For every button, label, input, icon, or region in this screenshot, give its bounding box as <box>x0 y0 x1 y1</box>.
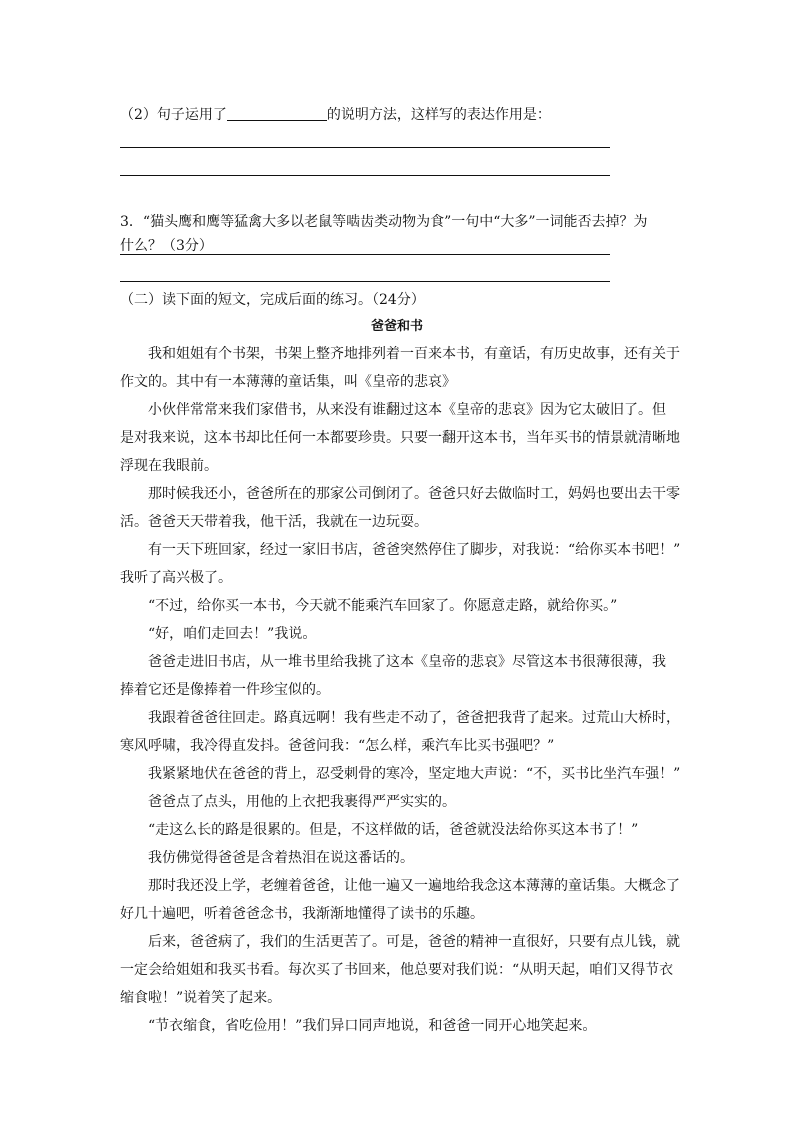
question-3-line-2: 什么？（3分） <box>120 238 213 254</box>
paragraph-line: 缩食啦！”说着笑了起来。 <box>120 990 282 1006</box>
article-paragraph <box>120 704 680 760</box>
article-paragraph <box>120 788 680 816</box>
paragraph-line: 那时候我还小，爸爸所在的那家公司倒闭了。爸爸只好去做临时工，妈妈也要出去干零 <box>148 486 680 502</box>
paragraph-line: 寒风呼啸，我冷得直发抖。爸爸问我：“怎么样，乘汽车比买书强吧？” <box>120 738 555 754</box>
paragraph-line: 我紧紧地伏在爸爸的背上，忍受刺骨的寒冷，坚定地大声说：“不，买书比坐汽车强！” <box>148 766 681 782</box>
paragraph-line: “好，咱们走回去！”我说。 <box>148 626 317 642</box>
article-title: 爸爸和书 <box>370 319 423 334</box>
article-paragraph <box>120 760 680 788</box>
paragraph-line: “不过，给你买一本书，今天就不能乘汽车回家了。你愿意走路，就给你买。” <box>148 598 618 614</box>
article-paragraph <box>120 1012 680 1040</box>
article-paragraph <box>120 928 680 1012</box>
question-2 <box>120 101 551 129</box>
paragraph-line: 那时我还没上学，老缠着爸爸，让他一遍又一遍地给我念这本薄薄的童话集。大概念了 <box>148 878 680 894</box>
paragraph-line: 活。爸爸天天带着我，他干活，我就在一边玩耍。 <box>120 514 428 530</box>
paragraph-line: 爸爸点了点头，用他的上衣把我裹得严严实实的。 <box>148 794 456 810</box>
answer-line[interactable] <box>120 281 610 282</box>
article-paragraph <box>120 816 680 844</box>
question-3-line-1: 3．“猫头鹰和鹰等猛禽大多以老鼠等啮齿类动物为食”一句中“大多”一词能否去掉？为 <box>120 214 648 230</box>
paragraph-line: 好几十遍吧，听着爸爸念书，我渐渐地懂得了读书的乐趣。 <box>120 906 484 922</box>
paragraph-line: 小伙伴常常来我们家借书，从来没有谁翻过这本《皇帝的悲哀》因为它太破旧了。但 <box>148 402 666 418</box>
article-paragraph <box>120 648 680 704</box>
paragraph-line: 浮现在我眼前。 <box>120 458 218 474</box>
article-paragraph <box>120 340 680 396</box>
paragraph-line: 我和姐姐有个书架，书架上整齐地排列着一百来本书，有童话，有历史故事，还有关于 <box>148 346 680 362</box>
paragraph-line: “走这么长的路是很累的。但是，不这样做的话，爸爸就没法给你买这本书了！” <box>148 822 639 838</box>
paragraph-line: 后来，爸爸病了，我们的生活更苦了。可是，爸爸的精神一直很好，只要有点儿钱，就 <box>148 934 680 950</box>
paragraph-line: 我仿佛觉得爸爸是含着热泪在说这番话的。 <box>148 850 414 866</box>
paragraph-line: 作文的。其中有一本薄薄的童话集，叫《皇帝的悲哀》 <box>120 374 456 390</box>
paragraph-line: 捧着它还是像捧着一件珍宝似的。 <box>120 682 330 698</box>
article-paragraph <box>120 872 680 928</box>
article-body <box>120 340 680 1040</box>
paragraph-line: 一定会给姐姐和我买书看。每次买了书回来，他总要对我们说：“从明天起，咱们又得节衣 <box>120 962 674 978</box>
article-paragraph <box>120 396 680 480</box>
paragraph-line: 是对我来说，这本书却比任何一本都要珍贵。只要一翻开这本书，当年买书的情景就清晰地 <box>120 430 680 446</box>
question-2-suffix: 的说明方法，这样写的表达作用是： <box>326 107 551 123</box>
fill-in-blank[interactable] <box>227 104 327 121</box>
article-paragraph <box>120 592 680 620</box>
section-instruction: （二）读下面的短文，完成后面的练习。（24分） <box>120 292 425 308</box>
answer-line[interactable] <box>120 254 610 255</box>
paragraph-line: 有一天下班回家，经过一家旧书店，爸爸突然停住了脚步，对我说：“给你买本书吧！” <box>148 542 681 558</box>
answer-line[interactable] <box>120 147 610 148</box>
paragraph-line: 我跟着爸爸往回走。路真远啊！我有些走不动了，爸爸把我背了起来。过荒山大桥时， <box>148 710 680 726</box>
article-paragraph <box>120 620 680 648</box>
article-paragraph <box>120 536 680 592</box>
article-paragraph <box>120 844 680 872</box>
question-2-prefix: （2）句子运用了 <box>120 107 227 123</box>
answer-line[interactable] <box>120 175 610 176</box>
paragraph-line: 爸爸走进旧书店，从一堆书里给我挑了这本《皇帝的悲哀》尽管这本书很薄很薄，我 <box>148 654 666 670</box>
article-paragraph <box>120 480 680 536</box>
paragraph-line: 我听了高兴极了。 <box>120 570 232 586</box>
paragraph-line: “节衣缩食，省吃俭用！”我们异口同声地说，和爸爸一同开心地笑起来。 <box>148 1018 597 1034</box>
